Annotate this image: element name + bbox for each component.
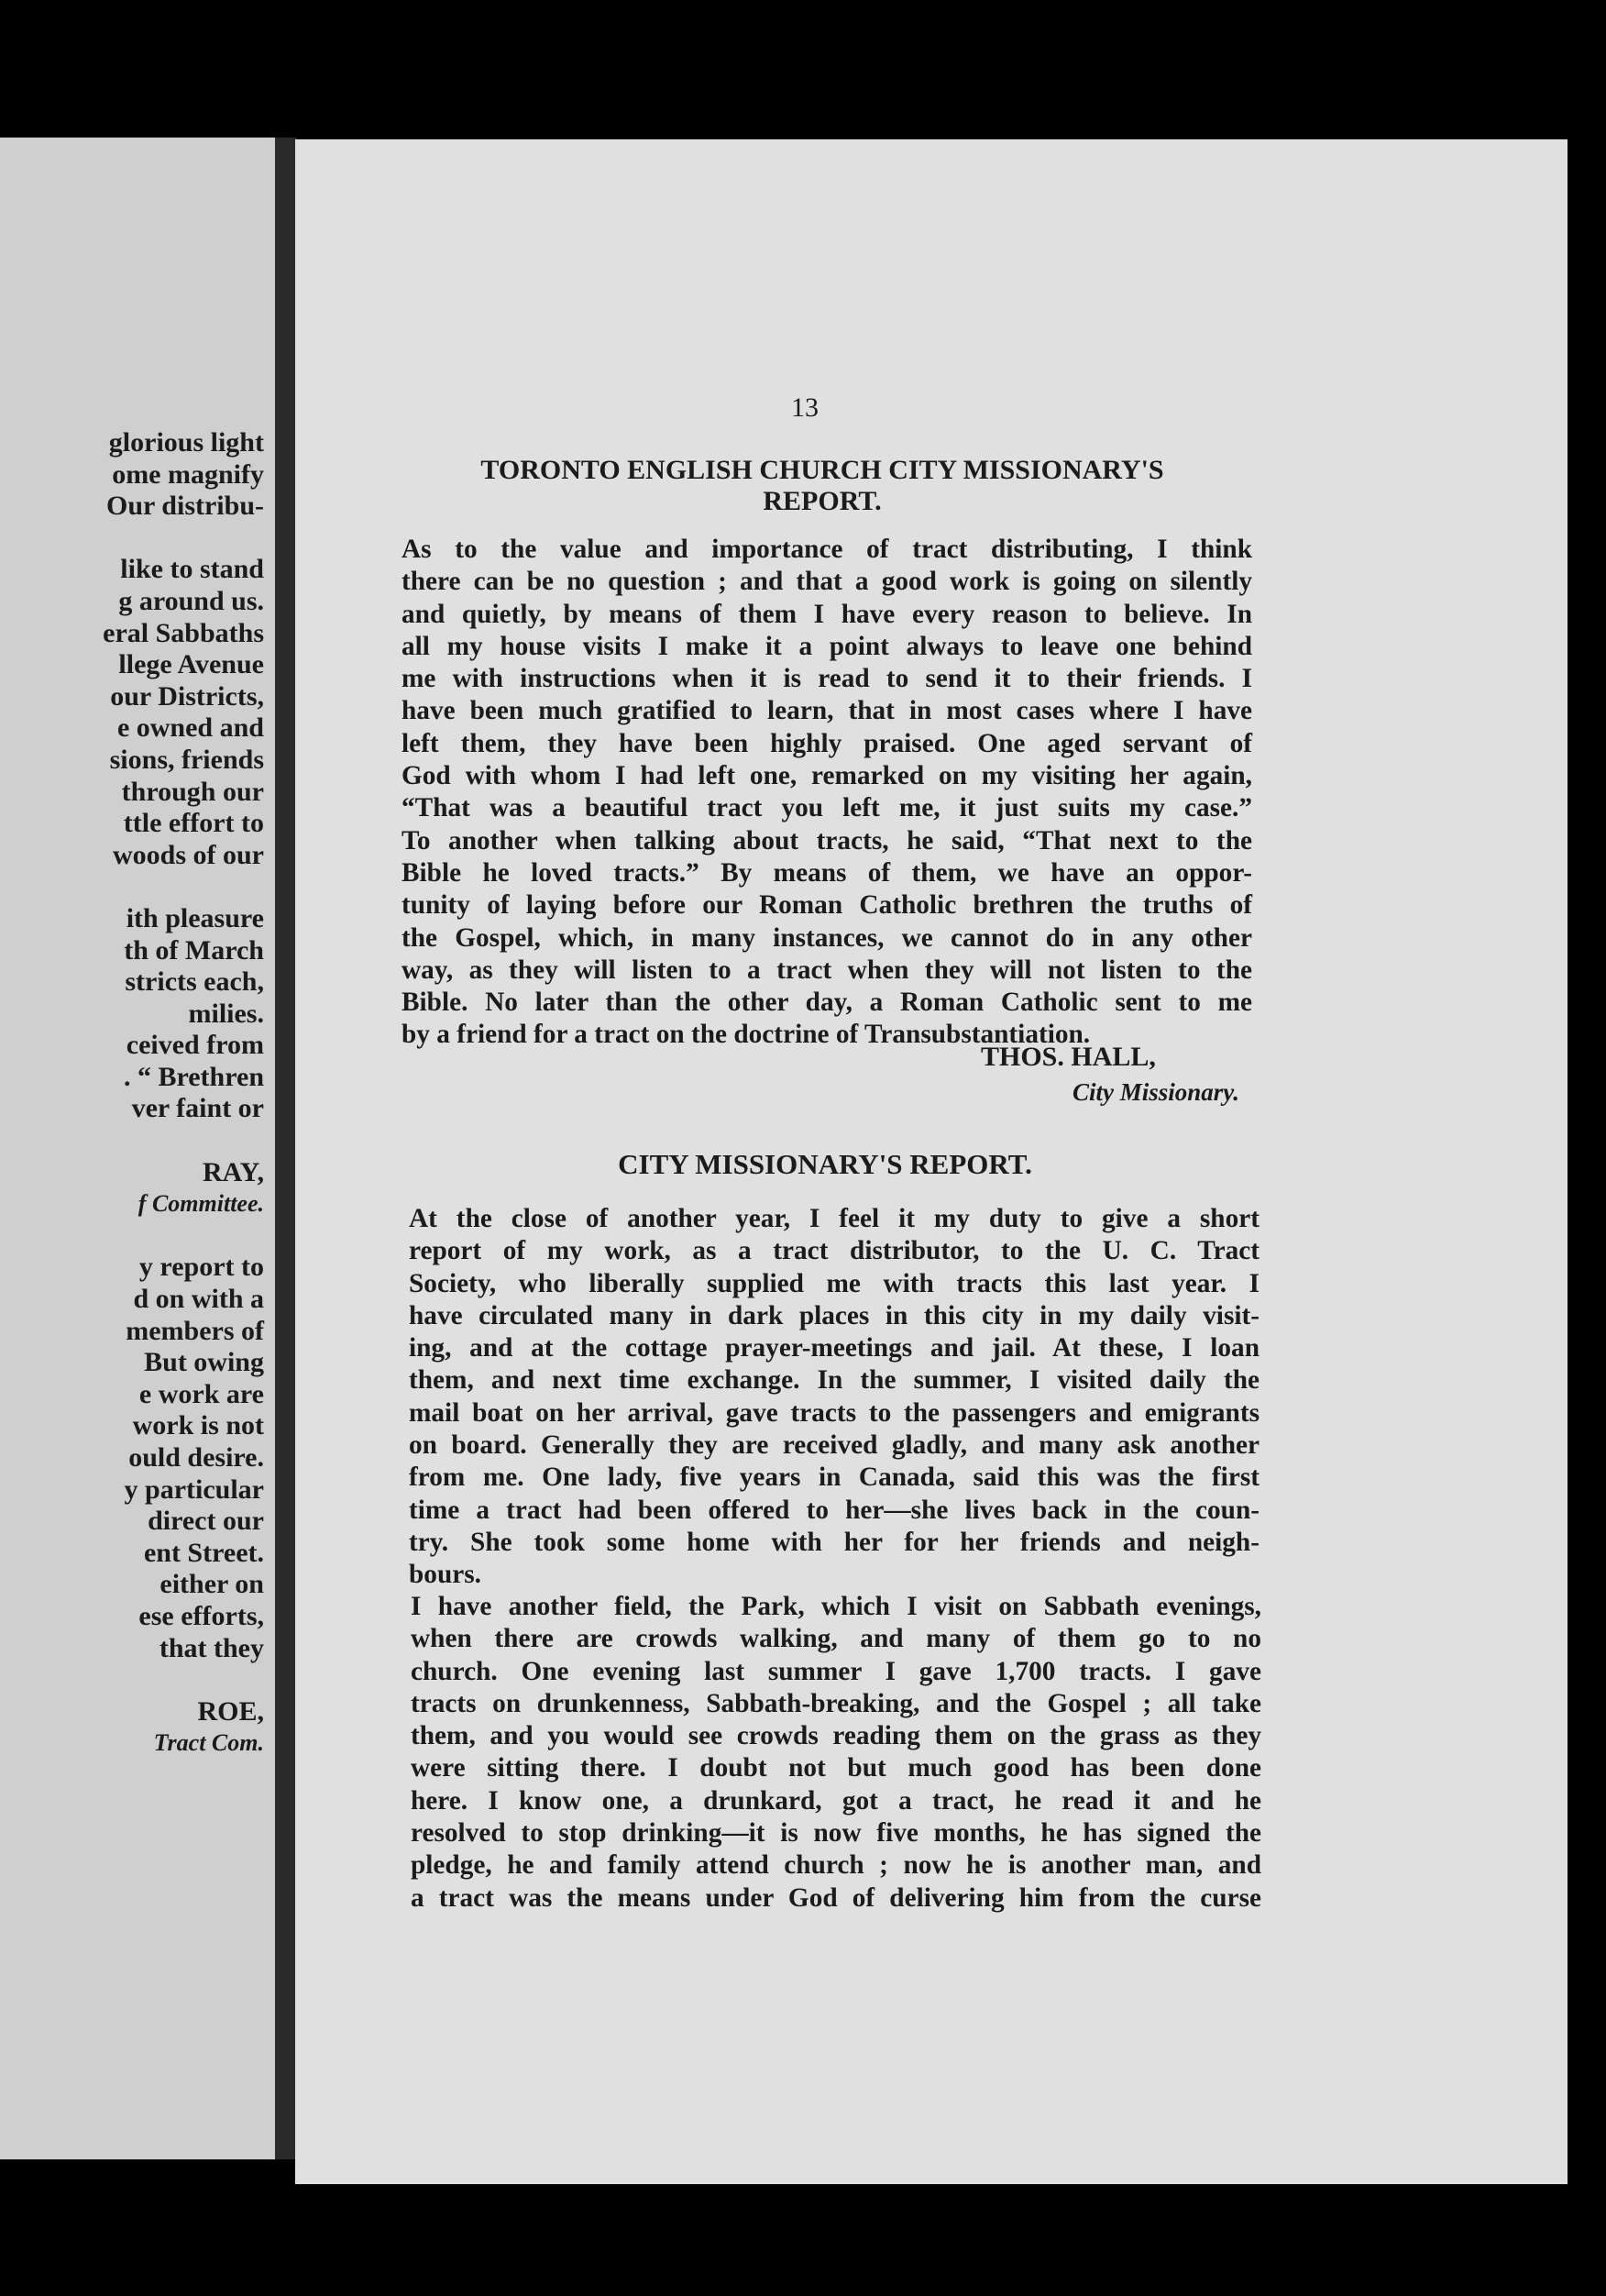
text-line: God with whom I had left one, remarked on my visiting her again, <box>402 761 1252 791</box>
text-line: left them, they have been highly praised. One aged servant of <box>402 728 1252 758</box>
facing-page-text <box>0 427 264 1760</box>
facing-page-line: our Districts, <box>110 680 264 712</box>
facing-page-line: ent Street. <box>143 1537 264 1568</box>
text-line: were sitting there. I doubt not but much good has been done <box>411 1753 1261 1783</box>
facing-page-line: ceived from <box>126 1030 264 1061</box>
facing-page-line: d on with a <box>133 1284 264 1315</box>
text-line: me with instructions when it is read to send it to their friends. I <box>402 664 1252 694</box>
facing-page-line: sions, friends <box>109 744 264 775</box>
text-line: Bible. No later than the other day, a Roman Catholic sent to me <box>402 988 1252 1018</box>
facing-page-line: ttle effort to <box>123 808 264 839</box>
text-line: I have another field, the Park, which I visit on Sabbath evenings, <box>411 1592 1261 1621</box>
facing-page-line: stricts each, <box>125 966 264 998</box>
facing-page-line: glorious light <box>108 427 264 458</box>
text-line: them, and next time exchange. In the summer, I visited daily the <box>409 1365 1260 1396</box>
facing-page-line <box>0 1664 264 1696</box>
text-line: have circulated many in dark places in this city in my daily visit- <box>409 1300 1260 1330</box>
facing-page-line: y particular <box>124 1474 264 1505</box>
facing-page-line: ROE, <box>197 1695 264 1727</box>
facing-page-line: direct our <box>148 1506 264 1537</box>
page-number: 13 <box>791 392 819 423</box>
text-line: As to the value and importance of tract distributing, I think <box>402 535 1252 564</box>
text-line: resolved to stop drinking—it is now five months, he has signed the <box>411 1818 1261 1849</box>
facing-page-line: ver faint or <box>131 1093 264 1124</box>
facing-page-line: . “ Brethren <box>123 1061 264 1092</box>
facing-page-line: like to stand <box>120 554 264 585</box>
facing-page-line: milies. <box>188 998 264 1029</box>
text-line: pledge, he and family attend church ; now he is another man, and <box>411 1850 1261 1881</box>
text-line: a tract was the means under God of delivering him from the curse <box>411 1882 1261 1913</box>
facing-page-line: eral Sabbaths <box>103 617 264 648</box>
facing-page-line: ith pleasure <box>126 902 264 933</box>
second-report-heading: CITY MISSIONARY'S REPORT. <box>618 1148 1032 1180</box>
text-line: To another when talking about tracts, he said, “That next to the <box>402 825 1252 855</box>
facing-page-line: either on <box>160 1569 264 1600</box>
text-line: church. One evening last summer I gave 1,700 tracts. I gave <box>411 1656 1261 1686</box>
text-line: by a friend for a tract on the doctrine of Transubstantiation. <box>402 1020 1091 1050</box>
text-line: mail boat on her arrival, gave tracts to the passengers and emigrants <box>409 1397 1260 1428</box>
facing-page-line: g around us. <box>118 585 264 616</box>
second-report-paragraph-2 <box>411 1591 1261 1915</box>
text-line: time a tract had been offered to her—she lives back in the coun- <box>409 1495 1260 1525</box>
facing-page-line: Tract Com. <box>153 1729 264 1757</box>
text-line: try. She took some home with her for her friends and neigh- <box>409 1527 1260 1557</box>
facing-page-line: woods of our <box>112 839 264 870</box>
facing-page-line <box>0 871 264 903</box>
facing-page-line: f Committee. <box>138 1190 264 1218</box>
facing-page-line: ese efforts, <box>138 1600 264 1631</box>
text-line: ing, and at the cottage prayer-meetings and jail. At these, I loan <box>409 1333 1260 1363</box>
text-line: on board. Generally they are received gladly, and many ask another <box>409 1430 1260 1461</box>
text-line: At the close of another year, I feel it my duty to give a short <box>409 1204 1260 1233</box>
text-line: them, and you would see crowds reading them on the grass as they <box>411 1721 1261 1751</box>
facing-page-line: llege Avenue <box>118 649 264 680</box>
facing-page-line: ome magnify <box>112 458 264 490</box>
facing-page-line: through our <box>121 776 264 807</box>
text-line: have been much gratified to learn, that in most cases where I have <box>402 696 1252 726</box>
facing-page-line: th of March <box>124 934 264 966</box>
facing-page-line: e work are <box>138 1378 264 1409</box>
facing-page-line: y report to <box>138 1252 264 1283</box>
text-line: and quietly, by means of them I have every reason to believe. In <box>402 599 1252 629</box>
signature-name: THOS. HALL, <box>981 1042 1156 1072</box>
text-line: way, as they will listen to a tract when they will not listen to the <box>402 955 1252 985</box>
text-line: there can be no question ; and that a good work is going on silently <box>402 567 1252 597</box>
facing-page-line: Our distribu- <box>106 491 264 522</box>
text-line: bours. <box>409 1560 481 1590</box>
text-line: tracts on drunkenness, Sabbath-breaking, and the Gospel ; all take <box>411 1688 1261 1718</box>
text-line: the Gospel, which, in many instances, we cannot do in any other <box>402 922 1252 953</box>
facing-page-line <box>0 1125 264 1157</box>
facing-page-line: that they <box>159 1632 264 1663</box>
facing-page-line <box>0 523 264 555</box>
report-title-continued: REPORT. <box>763 486 882 516</box>
text-line: all my house visits I make it a point always to leave one behind <box>402 631 1252 661</box>
text-line: from me. One lady, five years in Canada, said this was the first <box>409 1463 1260 1493</box>
text-line: Society, who liberally supplied me with tracts this last year. I <box>409 1268 1260 1298</box>
text-line: “That was a beautiful tract you left me, it just suits my case.” <box>402 793 1252 823</box>
text-line: Bible he loved tracts.” By means of them, we have an oppor- <box>402 857 1252 888</box>
facing-page-line: members of <box>126 1315 264 1346</box>
facing-page-line: ould desire. <box>128 1442 264 1473</box>
facing-page-line <box>0 1220 264 1253</box>
text-line: report of my work, as a tract distributor, to the U. C. Tract <box>409 1236 1260 1266</box>
facing-page-fragment <box>0 138 275 2159</box>
facing-page-line: RAY, <box>203 1156 264 1187</box>
facing-page-line: work is not <box>132 1410 264 1441</box>
text-line: tunity of laying before our Roman Catholic brethren the truths of <box>402 890 1252 921</box>
book-gutter <box>275 138 297 2159</box>
facing-page-line: e owned and <box>116 712 264 744</box>
report-title: TORONTO ENGLISH CHURCH CITY MISSIONARY'S <box>480 455 1164 485</box>
text-line: here. I know one, a drunkard, got a tract, he read it and he <box>411 1785 1261 1816</box>
facing-page-line: But owing <box>144 1347 264 1378</box>
text-line: when there are crowds walking, and many of them go to no <box>411 1624 1261 1654</box>
signature-title: City Missionary. <box>1072 1078 1240 1106</box>
report-body <box>402 534 1252 1052</box>
second-report-paragraph-1 <box>409 1203 1260 1592</box>
